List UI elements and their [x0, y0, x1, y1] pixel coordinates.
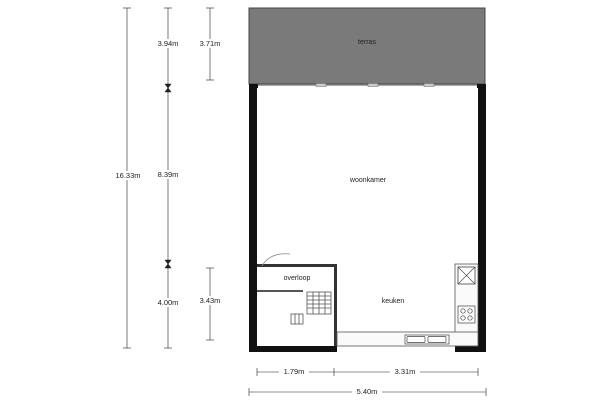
living-room-label: woonkamer	[349, 177, 387, 184]
dim-terrace-outer: 3.94m	[157, 39, 179, 48]
landing-label: overloop	[283, 275, 311, 282]
dim-width-total: 5.40m	[356, 387, 378, 396]
walls	[249, 84, 486, 352]
dim-width-kitchen: 3.31m	[394, 367, 416, 376]
landing-wall-top	[257, 264, 337, 267]
terrace-door-handle-right	[424, 84, 434, 87]
terrace-door-handle-left	[316, 84, 326, 87]
wall-left	[249, 84, 257, 352]
terrace-door-handle-mid	[368, 84, 378, 87]
dim-kitchen-outer: 4.00m	[157, 298, 179, 307]
terrace-area	[249, 8, 485, 84]
dim-width-landing: 1.79m	[283, 367, 305, 376]
landing-wall-mid	[257, 290, 303, 292]
dim-arrow-upper	[165, 84, 171, 92]
wall-bottom-right	[455, 346, 486, 352]
wall-top-left-stub	[249, 84, 258, 88]
dim-living-depth: 8.39m	[157, 170, 179, 179]
landing-wall-right	[334, 264, 337, 346]
dim-terrace-inner: 3.71m	[199, 39, 221, 48]
terrace	[249, 8, 485, 87]
wall-bottom-left	[249, 346, 337, 352]
kitchen-label: keuken	[381, 298, 405, 305]
dim-total-depth: 16.33m	[115, 171, 141, 180]
sink	[405, 335, 449, 344]
dim-kitchen-inner: 3.43m	[199, 296, 221, 305]
staircase	[291, 292, 331, 324]
wall-top-right-stub	[477, 84, 486, 88]
terrace-label: terras	[358, 39, 376, 46]
kitchen	[337, 264, 478, 346]
dim-arrow-lower	[165, 260, 171, 268]
wall-right	[478, 84, 486, 352]
